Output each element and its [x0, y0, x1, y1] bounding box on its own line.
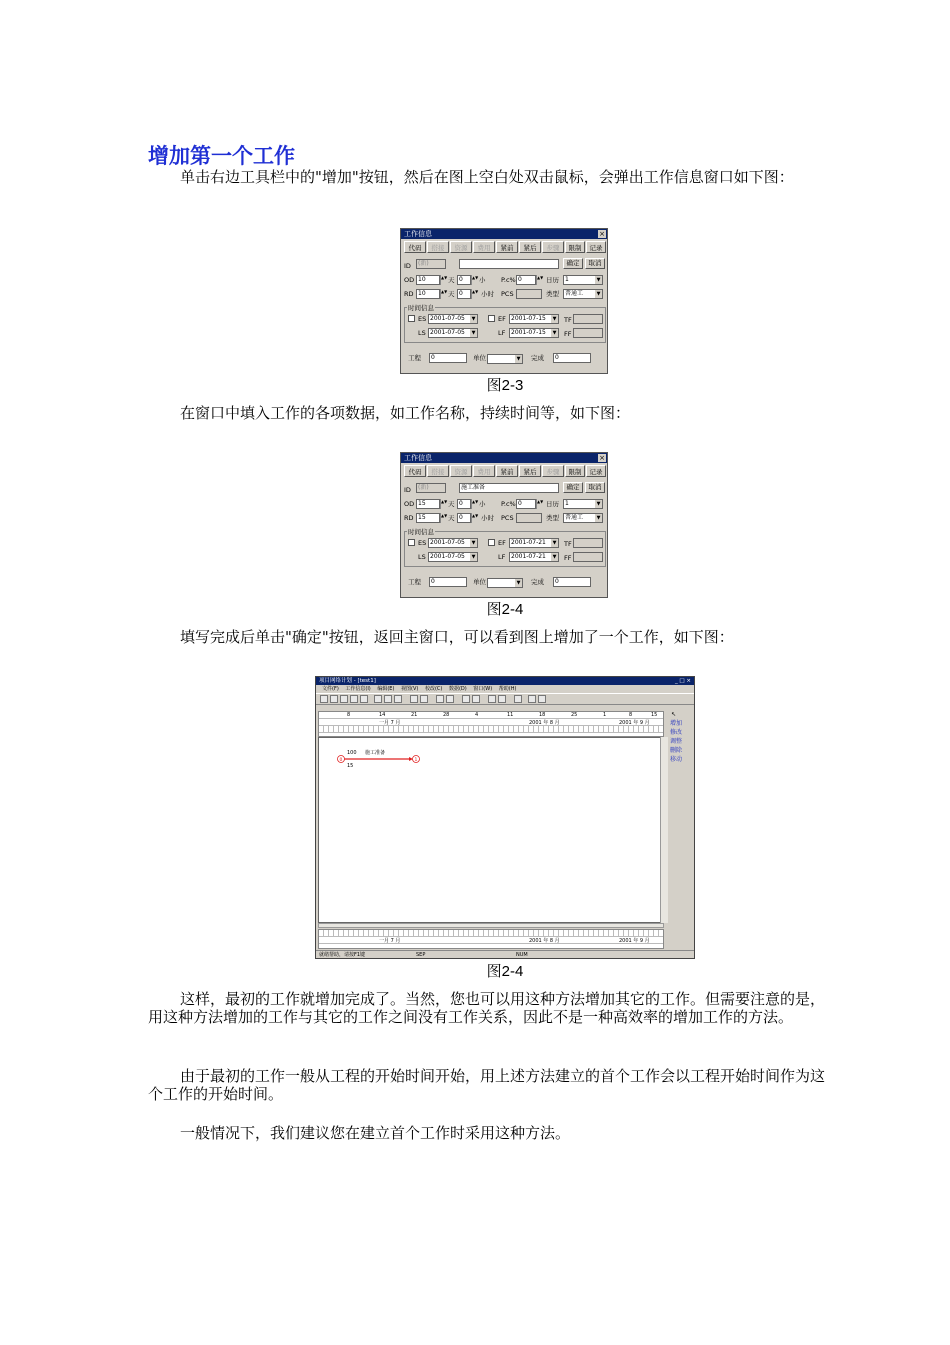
right-toolbar	[668, 711, 692, 951]
done-field[interactable]: 0	[553, 577, 591, 587]
preview-icon[interactable]	[360, 695, 368, 703]
grid-icon[interactable]	[462, 695, 470, 703]
tf-field	[573, 314, 603, 324]
es-checkbox[interactable]	[408, 315, 415, 322]
tf-field	[573, 538, 603, 548]
open-file-icon[interactable]	[330, 695, 338, 703]
chevron-down-icon: ▼	[471, 554, 476, 560]
page-title: 增加第一个工作	[148, 144, 295, 168]
tab-cost[interactable]: 费用	[473, 465, 495, 477]
menu-check[interactable]: 校改(C)	[424, 686, 443, 692]
id-label: ID	[404, 486, 411, 494]
es-date-select[interactable]: 2001-07-05 ▼	[428, 538, 478, 548]
paragraph-intro: 单击右边工具栏中的"增加"按钮，然后在图上空白处双击鼠标，会弹出工作信息窗口如下图：	[180, 168, 794, 186]
rd-hours-field[interactable]: 0	[457, 289, 471, 299]
quantity-field[interactable]: 0	[429, 353, 467, 363]
figure-caption-2-4a: 图2-4	[486, 601, 524, 618]
tab-resource[interactable]: 资源	[450, 465, 472, 477]
tab-predecessor[interactable]: 紧前	[496, 465, 518, 477]
chevron-down-icon: ▼	[552, 330, 557, 336]
move-button[interactable]: 移动	[670, 756, 683, 763]
id-label: ID	[404, 262, 411, 270]
tab-record[interactable]: 记录	[586, 241, 606, 253]
od-hours-spinner-icon[interactable]: ▲▼	[471, 275, 478, 285]
work-duration-label: 15	[347, 763, 354, 769]
chevron-down-icon: ▼	[552, 316, 557, 322]
network-diagram	[319, 738, 665, 924]
rd-field[interactable]: 10	[416, 289, 440, 299]
od-field[interactable]: 10	[416, 275, 440, 285]
cut-icon[interactable]	[374, 695, 382, 703]
paragraph-start-time: 由于最初的工作一般从工程的开始时间开始，用上述方法建立的首个工作会以工程开始时间作为这个工作的开始时间。	[148, 1067, 826, 1103]
rd-hours-spinner-icon[interactable]: ▲▼	[471, 513, 478, 523]
tab-lap[interactable]: 搭接	[427, 465, 449, 477]
network-canvas[interactable]	[318, 737, 664, 923]
tab-steps[interactable]: 步骤	[542, 465, 564, 477]
dialog-title: 工作信息	[404, 230, 432, 238]
pcs-field	[516, 513, 542, 523]
ef-checkbox[interactable]	[488, 315, 495, 322]
help-icon[interactable]	[538, 695, 546, 703]
figure-caption-2-3: 图2-3	[486, 377, 524, 394]
filter-icon[interactable]	[488, 695, 496, 703]
od-hours-field[interactable]: 0	[457, 499, 471, 509]
tab-limits[interactable]: 限制	[565, 465, 585, 477]
menu-help[interactable]: 帮助(H)	[498, 686, 517, 692]
modify-button[interactable]: 修改	[670, 729, 683, 736]
dialog-title: 工作信息	[404, 454, 432, 462]
svg-text:1: 1	[414, 758, 418, 763]
chevron-down-icon: ▼	[596, 515, 601, 521]
ff-field	[573, 328, 603, 338]
chevron-down-icon: ▼	[471, 540, 476, 546]
menu-work-info[interactable]: 工作信息(I)	[345, 686, 371, 692]
od-spinner-icon[interactable]: ▲▼	[440, 275, 447, 285]
work-name-field[interactable]	[459, 259, 559, 269]
toolbar	[316, 693, 694, 705]
id-field: (新)	[416, 259, 446, 269]
chevron-down-icon: ▼	[552, 540, 557, 546]
status-text: 就绪帮助，请按F1键	[319, 952, 366, 958]
quantity-field[interactable]: 0	[429, 577, 467, 587]
calendar-select[interactable]: 1 ▼	[563, 275, 603, 285]
work-name-field[interactable]: 施工准备	[459, 483, 559, 493]
menu-bar	[316, 685, 694, 693]
chevron-down-icon: ▼	[516, 580, 521, 586]
cursor-icon[interactable]: ↖	[671, 711, 677, 718]
ls-date-select[interactable]: 2001-07-05 ▼	[428, 552, 478, 562]
od-spinner-icon[interactable]: ▲▼	[440, 499, 447, 509]
type-select[interactable]: 普通工 ▼	[563, 513, 603, 523]
pct-field[interactable]: 0	[516, 275, 536, 285]
pct-spinner-icon[interactable]: ▲▼	[536, 499, 543, 509]
lf-date-select[interactable]: 2001-07-15 ▼	[509, 328, 559, 338]
pct-label: P.c%	[501, 276, 516, 284]
status-sep: SEP	[416, 952, 426, 958]
chevron-down-icon: ▼	[596, 501, 601, 507]
tab-code[interactable]: 代码	[404, 465, 426, 477]
copy-icon[interactable]	[384, 695, 392, 703]
od-label: OD	[404, 276, 415, 284]
rd-field[interactable]: 15	[416, 513, 440, 523]
chevron-down-icon: ▼	[596, 291, 601, 297]
close-icon[interactable]: ×	[599, 454, 605, 462]
chevron-down-icon: ▼	[516, 356, 521, 362]
paragraph-conclusion: 这样，最初的工作就增加完成了。当然，您也可以用这种方法增加其它的工作。但需要注意的是，用这种方法增加的工作与其它的工作之间没有工作关系，因此不是一种高效率的增加工作的方法。	[148, 990, 826, 1026]
ef-date-select[interactable]: 2001-07-21 ▼	[509, 538, 559, 548]
table-icon[interactable]	[472, 695, 480, 703]
rd-spinner-icon[interactable]: ▲▼	[440, 289, 447, 299]
chart-icon[interactable]	[410, 695, 418, 703]
main-window-screenshot	[315, 676, 695, 959]
save-icon[interactable]	[340, 695, 348, 703]
work-info-dialog-filled: 工作信息 × 代码 搭接 资源 费用 紧前 紧后 步骤 限制 记录 ID (新) 施工准备 确定 取消 OD 15 ▲▼ 天 0 ▲▼ 小 P.c% 0 ▲▼ 日历 1 ▼ RD 15 ▲▼ 天 0 ▲▼ 小时 PCS 类型 普通工 ▼ 时间信息 ES 2001-07-05 ▼ LS 2001-07-05 ▼ EF 2001-07-21 ▼ LF 2001-07-21 ▼ TF FF 工程 0 单位 ▼ 完成 0	[400, 452, 608, 598]
ok-button[interactable]: 确定	[563, 482, 583, 493]
figure-caption-2-4b: 图2-4	[486, 963, 524, 980]
tab-code[interactable]: 代码	[404, 241, 426, 253]
ls-date-select[interactable]: 2001-07-05 ▼	[428, 328, 478, 338]
vertical-scrollbar[interactable]	[660, 737, 668, 923]
paste-icon[interactable]	[394, 695, 402, 703]
status-num: NUM	[516, 952, 528, 958]
layout-icon[interactable]	[514, 695, 522, 703]
new-file-icon[interactable]	[320, 695, 328, 703]
od-hours-spinner-icon[interactable]: ▲▼	[471, 499, 478, 509]
od-hours-field[interactable]: 0	[457, 275, 471, 285]
es-checkbox[interactable]	[408, 539, 415, 546]
paragraph-confirm: 填写完成后单击"确定"按钮，返回主窗口，可以看到图上增加了一个工作，如下图：	[180, 628, 734, 646]
ef-date-select[interactable]: 2001-07-15 ▼	[509, 314, 559, 324]
menu-edit[interactable]: 编辑(E)	[377, 686, 395, 692]
ff-field	[573, 552, 603, 562]
ef-checkbox[interactable]	[488, 539, 495, 546]
tab-resource[interactable]: 资源	[450, 241, 472, 253]
adjust-button[interactable]: 调整	[670, 738, 683, 745]
timescale-top: 8 14 21 28 4 11 18 25 1 8 15 一月 7 月 2001 年 8 月 2001 年 9 月	[318, 711, 664, 737]
calendar-select[interactable]: 1 ▼	[563, 499, 603, 509]
paragraph-recommendation: 一般情况下，我们建议您在建立首个工作时采用这种方法。	[180, 1124, 571, 1142]
print-icon[interactable]	[350, 695, 358, 703]
menu-window[interactable]: 窗口(W)	[473, 686, 493, 692]
tab-record[interactable]: 记录	[586, 465, 606, 477]
pcs-field	[516, 289, 542, 299]
chevron-down-icon: ▼	[552, 554, 557, 560]
tab-successor[interactable]: 紧后	[519, 241, 541, 253]
tab-limits[interactable]: 限制	[565, 241, 585, 253]
chevron-down-icon: ▼	[471, 316, 476, 322]
chevron-down-icon: ▼	[471, 330, 476, 336]
pct-spinner-icon[interactable]: ▲▼	[536, 275, 543, 285]
tab-cost[interactable]: 费用	[473, 241, 495, 253]
rd-hours-field[interactable]: 0	[457, 513, 471, 523]
zoom-in-icon[interactable]	[436, 695, 444, 703]
delete-button[interactable]: 删除	[670, 747, 683, 754]
status-bar	[316, 950, 694, 958]
lf-date-select[interactable]: 2001-07-21 ▼	[509, 552, 559, 562]
type-select[interactable]: 普通工 ▼	[563, 289, 603, 299]
pct-field[interactable]: 0	[516, 499, 536, 509]
close-icon[interactable]: ×	[599, 230, 605, 238]
od-field[interactable]: 15	[416, 499, 440, 509]
menu-file[interactable]: 文件(F)	[322, 686, 339, 692]
tab-steps[interactable]: 步骤	[542, 241, 564, 253]
horizontal-scrollbar[interactable]	[318, 923, 664, 928]
menu-data[interactable]: 数据(D)	[448, 686, 467, 692]
cancel-button[interactable]: 取消	[585, 258, 605, 269]
sort-icon[interactable]	[498, 695, 506, 703]
window-controls[interactable]: _ □ ×	[674, 678, 691, 684]
rd-hours-spinner-icon[interactable]: ▲▼	[471, 289, 478, 299]
tab-lap[interactable]: 搭接	[427, 241, 449, 253]
add-button[interactable]: 增加	[670, 720, 683, 727]
timescale-bottom: 一月 7 月 2001 年 8 月 2001 年 9 月	[318, 929, 664, 949]
link-icon[interactable]	[420, 695, 428, 703]
work-name-label: 施工准备	[365, 750, 386, 756]
cancel-button[interactable]: 取消	[585, 482, 605, 493]
id-field: (新)	[416, 483, 446, 493]
chevron-down-icon: ▼	[596, 277, 601, 283]
window-title: 项目网络计划 - [test1]	[319, 678, 376, 684]
menu-view[interactable]: 视图(V)	[401, 686, 419, 692]
ok-button[interactable]: 确定	[563, 258, 583, 269]
unit-select[interactable]	[487, 354, 523, 364]
es-date-select[interactable]: 2001-07-05 ▼	[428, 314, 478, 324]
tab-predecessor[interactable]: 紧前	[496, 241, 518, 253]
zoom-out-icon[interactable]	[446, 695, 454, 703]
work-code-label: 100	[347, 750, 357, 756]
unit-select[interactable]	[487, 578, 523, 588]
rd-spinner-icon[interactable]: ▲▼	[440, 513, 447, 523]
svg-text:0: 0	[339, 758, 343, 763]
tab-successor[interactable]: 紧后	[519, 465, 541, 477]
done-field[interactable]: 0	[553, 353, 591, 363]
bulb-icon[interactable]	[528, 695, 536, 703]
work-info-dialog-empty: 工作信息 × 代码 搭接 资源 费用 紧前 紧后 步骤 限制 记录 ID (新) 确定 取消 OD 10 ▲▼ 天 0 ▲▼ 小 P.c% 0 ▲▼ 日历 1 ▼ RD 10 ▲▼ 天 0 ▲▼ 小时 PCS 类型 普通工 ▼ 时间信息 ES 2001-07-05 ▼ LS 2001-07-05 ▼ EF 2001-07-15 ▼ LF 2001-07-15 ▼ TF FF 工程 0 单位 ▼ 完成 0	[400, 228, 608, 374]
paragraph-fill-in: 在窗口中填入工作的各项数据，如工作名称，持续时间等，如下图：	[180, 404, 631, 422]
